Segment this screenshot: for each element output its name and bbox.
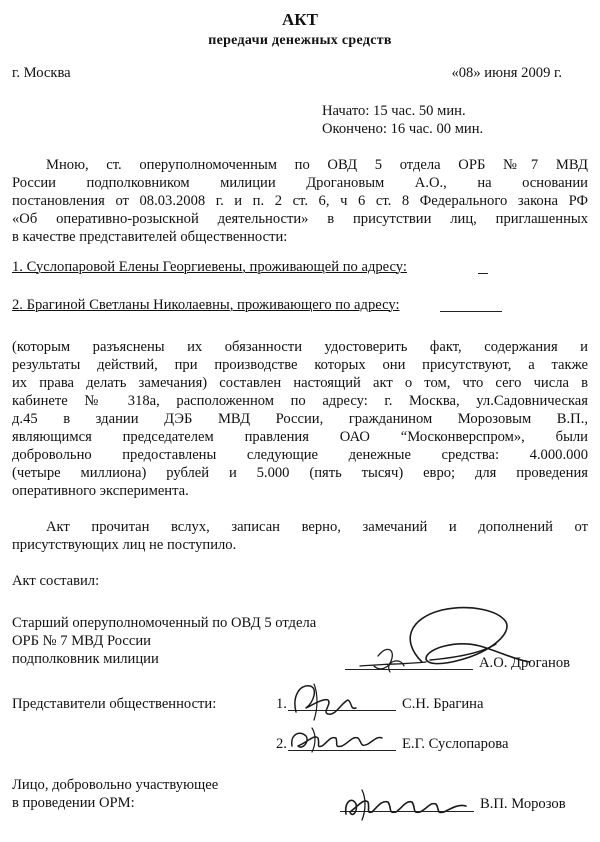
- volunteer-label-line-1: Лицо, добровольно участвующее: [12, 777, 219, 793]
- rep-2-name: Е.Г. Суслопарова: [402, 736, 509, 752]
- body-line: кабинете № 318а, расположенном по адресу: г. Москва, ул.Садовническая: [12, 393, 588, 409]
- witness-2-underline: [440, 311, 502, 312]
- closing-line: присутствующих лиц не поступило.: [12, 537, 237, 553]
- officer-title-line-3: подполковник милиции: [12, 651, 159, 667]
- body-line: оперативного эксперимента.: [12, 483, 189, 499]
- intro-line: «Об оперативно-розыскной деятельности» в присутствии лиц, приглашенных: [12, 211, 588, 227]
- rep-1-number: 1.: [276, 696, 287, 712]
- rep-2-number: 2.: [276, 736, 287, 752]
- document-subtitle: передачи денежных средств: [208, 33, 392, 48]
- start-time: Начато: 15 час. 50 мин.: [322, 103, 466, 119]
- witness-1-underline: [478, 273, 488, 274]
- volunteer-signature-scribble: [338, 786, 478, 826]
- witness-2: 2. Брагиной Светланы Николаевны, проживающего по адресу:: [12, 297, 400, 313]
- intro-line: России подполковником милиции Дрогановым А.О., на основании: [12, 175, 588, 191]
- composed-by-label: Акт составил:: [12, 573, 100, 589]
- closing-line: Акт прочитан вслух, записан верно, замечаний и дополнений от: [46, 519, 588, 535]
- representatives-label: Представители общественности:: [12, 696, 217, 712]
- body-line: результаты действий, при производстве которых они присутствуют, а также: [12, 357, 588, 373]
- officer-title-line-1: Старший оперуполномоченный по ОВД 5 отдела: [12, 615, 317, 631]
- officer-name: А.О. Дроганов: [479, 655, 571, 671]
- volunteer-label-line-2: в проведении ОРМ:: [12, 795, 135, 811]
- body-line: добровольно предоставлены следующие денежные средства: 4.000.000: [12, 447, 588, 463]
- city: г. Москва: [12, 65, 71, 81]
- document-title: АКТ: [282, 10, 318, 29]
- body-line: д.45 в здании ДЭБ МВД России, гражданином Морозовым В.П.,: [12, 411, 588, 427]
- rep-1-name: С.Н. Брагина: [402, 696, 484, 712]
- intro-line: Мною, ст. оперуполномоченным по ОВД 5 отдела ОРБ №7 МВД: [46, 157, 588, 173]
- document-date: «08» июня 2009 г.: [451, 65, 562, 81]
- witness-1: 1. Суслопаровой Елены Георгиевены, проживающей по адресу:: [12, 259, 407, 275]
- body-line: являющимся председателем правления ОАО “Москонверспром», были: [12, 429, 588, 445]
- intro-line: постановления от 08.03.2008 г. и п. 2 ст. 6, ч 6 ст. 8 Федерального закона РФ: [12, 193, 588, 209]
- body-line: (четыре миллиона) рублей и 5.000 (пять тысяч) евро; для проведения: [12, 465, 588, 481]
- body-line: (которым разъяснены их обязанности удостоверить факт, содержания и: [12, 339, 588, 355]
- volunteer-name: В.П. Морозов: [480, 796, 566, 812]
- officer-title-line-2: ОРБ № 7 МВД России: [12, 633, 151, 649]
- intro-line: в качестве представителей общественности:: [12, 229, 288, 245]
- end-time: Окончено: 16 час. 00 мин.: [322, 121, 484, 137]
- rep-2-signature-scribble: [286, 720, 386, 760]
- body-line: их права делать замечания) составлен настоящий акт о том, что сего числа в: [12, 375, 588, 391]
- officer-signature-scribble: [330, 600, 550, 680]
